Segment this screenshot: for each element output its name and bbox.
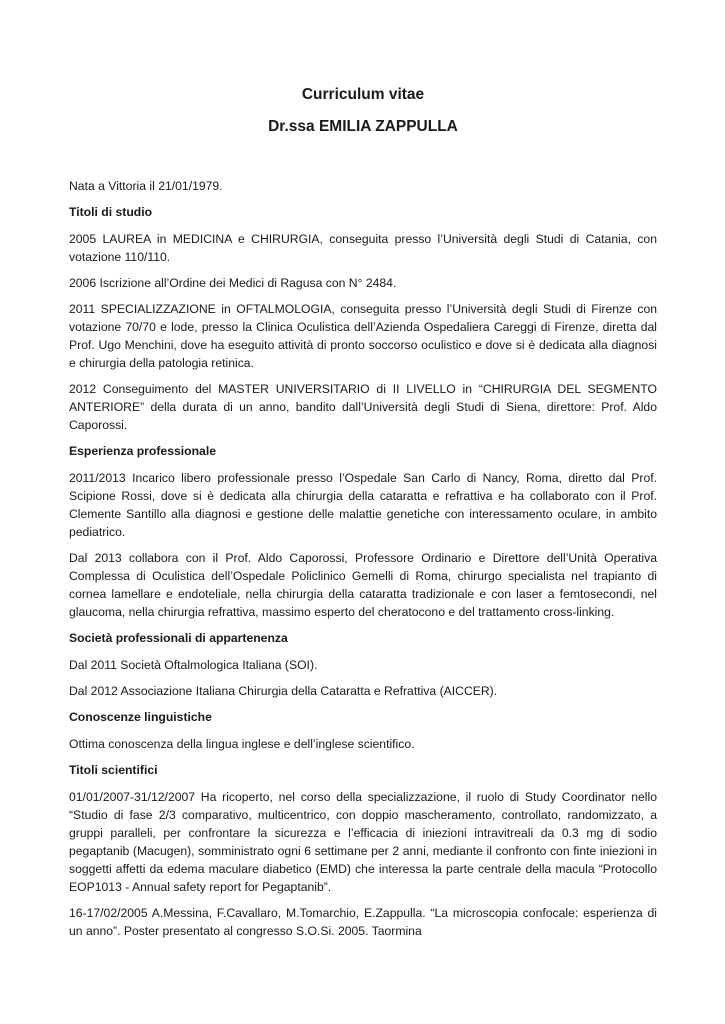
paragraph: Dal 2011 Società Oftalmologica Italiana (SOI).: [69, 658, 318, 672]
section-heading: Titoli scientifici: [69, 763, 158, 777]
paragraph: 2011/2013 Incarico libero professionale presso l’Ospedale San Carlo di Nancy, Roma, diretto dal Prof. Scipione Rossi, dove si è dedicata alla chirurgia della cataratta e refrattiva e ha collaborato con il Prof. Clemente Santillo alla diagnosi e gestione delle malattie genetiche con interessamento oculare, in ambito pediatrico.: [69, 471, 657, 539]
section-education: [69, 203, 657, 434]
section-scientific: [69, 761, 657, 940]
paragraph: 01/01/2007-31/12/2007 Ha ricoperto, nel corso della specializzazione, il ruolo di Study Coordinator nello “Studio di fase 2/3 comparativo, multicentrico, con doppio mascheramento, controllato, randomizzato, a gruppi paralleli, per confrontare la sicurezza e l’efficacia di iniezioni intravitreali da 0.3 mg di sodio pegaptanib (Macugen), somministrato ogni 6 settimane per 2 anni, mediante il confronto con finte iniezioni in soggetti affetti da edema maculare diabetico (EMD) che interessa la parte centrale della macula “Protocollo EOP1013 - Annual safety report for Pegaptanib”.: [69, 790, 657, 894]
paragraph: 2006 Iscrizione all’Ordine dei Medici di Ragusa con N° 2484.: [69, 276, 397, 290]
section-heading: Conoscenze linguistiche: [69, 710, 212, 724]
paragraph: 16-17/02/2005 A.Messina, F.Cavallaro, M.Tomarchio, E.Zappulla. “La microscopia confocale: esperienza di un anno”. Poster presentato al congresso S.O.Si. 2005. Taormina: [69, 906, 657, 938]
paragraph: 2012 Conseguimento del MASTER UNIVERSITARIO di II LIVELLO in “CHIRURGIA DEL SEGMENTO ANTERIORE” della durata di un anno, bandito dall’Università degli Studi di Siena, direttore: Prof. Aldo Caporossi.: [69, 382, 657, 432]
document-title: Curriculum vitae: [301, 86, 425, 103]
author-name: Dr.ssa EMILIA ZAPPULLA: [268, 118, 458, 135]
paragraph: Dal 2012 Associazione Italiana Chirurgia della Cataratta e Refrattiva (AICCER).: [69, 684, 498, 698]
paragraph: Ottima conoscenza della lingua inglese e dell’inglese scientifico.: [69, 737, 415, 751]
section-heading: Esperienza professionale: [69, 444, 216, 458]
section-languages: [69, 708, 657, 753]
section-experience: [69, 442, 657, 621]
section-societies: [69, 629, 657, 700]
paragraph: Dal 2013 collabora con il Prof. Aldo Caporossi, Professore Ordinario e Direttore dell’Unità Operativa Complessa di Oculistica dell’Ospedale Policlinico Gemelli di Roma, chirurgo specialista nel trapianto di cornea lamellare e endoteliale, nella chirurgia della cataratta tradizionale e con laser a femtosecondi, nel glaucoma, nella chirurgia refrattiva, massimo esperto del cheratocono e del trattamento cross-linking.: [69, 551, 657, 619]
paragraph: 2011 SPECIALIZZAZIONE in OFTALMOLOGIA, conseguita presso l’Università degli Studi di Firenze con votazione 70/70 e lode, presso la Clinica Oculistica dell’Azienda Ospedaliera Careggi di Firenze, diretta dal Prof. Ugo Menchini, dove ha eseguito attività di pronto soccorso oculistico e dove si è dedicata alla diagnosi e chirurgia della patologia retinica.: [69, 302, 657, 370]
section-heading: Società professionali di appartenenza: [69, 631, 288, 645]
section-heading: Titoli di studio: [69, 205, 153, 219]
birth-info: Nata a Vittoria il 21/01/1979.: [69, 179, 223, 193]
paragraph: 2005 LAUREA in MEDICINA e CHIRURGIA, conseguita presso l’Università degli Studi di Catania, con votazione 110/110.: [69, 232, 657, 264]
title-block: [69, 85, 657, 137]
